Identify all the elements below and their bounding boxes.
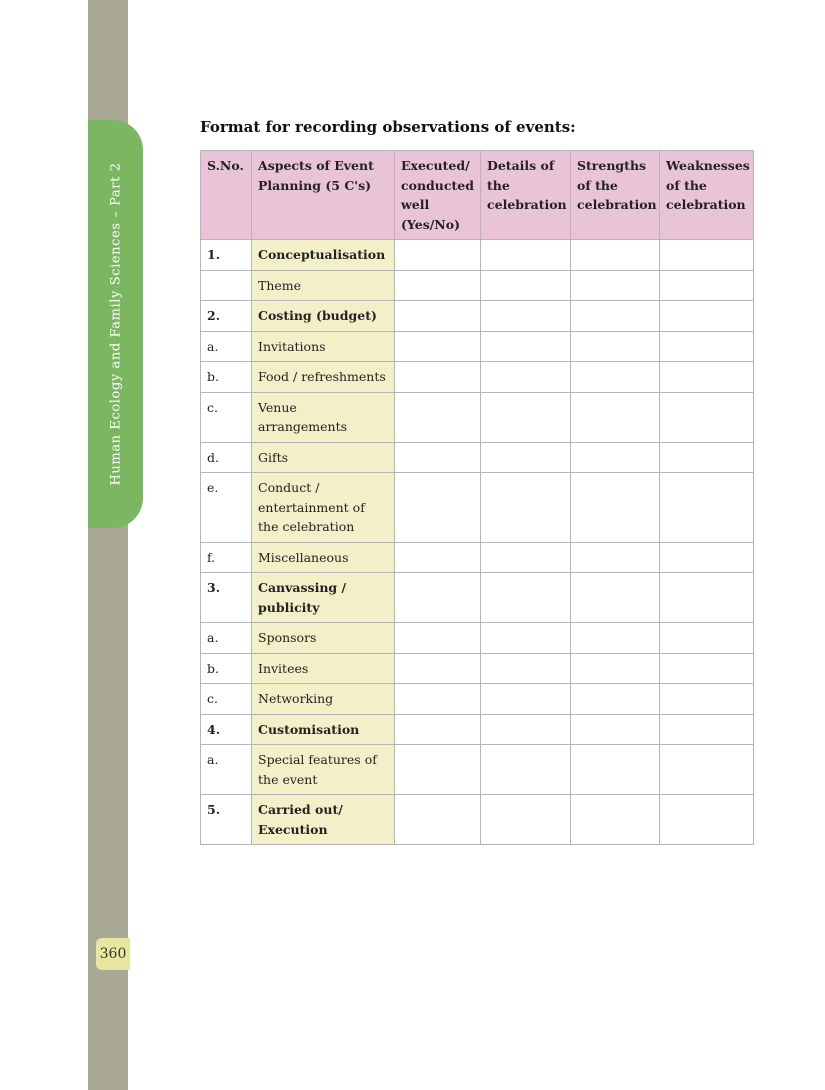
cell-sno: 2. — [201, 301, 252, 332]
table-row — [201, 623, 754, 654]
cell-executed — [395, 392, 481, 442]
table-row — [201, 573, 754, 623]
cell-strengths — [571, 392, 660, 442]
cell-weaknesses — [660, 331, 754, 362]
cell-strengths — [571, 331, 660, 362]
table-row — [201, 684, 754, 715]
cell-strengths — [571, 473, 660, 543]
cell-weaknesses — [660, 573, 754, 623]
cell-executed — [395, 442, 481, 473]
cell-strengths — [571, 442, 660, 473]
cell-aspect: Carried out/ Execution — [252, 795, 395, 845]
cell-executed — [395, 684, 481, 715]
cell-sno — [201, 270, 252, 301]
cell-executed — [395, 240, 481, 271]
cell-executed — [395, 795, 481, 845]
cell-weaknesses — [660, 653, 754, 684]
cell-strengths — [571, 301, 660, 332]
cell-aspect: Invitees — [252, 653, 395, 684]
table-row — [201, 795, 754, 845]
cell-sno: a. — [201, 623, 252, 654]
cell-aspect: Miscellaneous — [252, 542, 395, 573]
table-row — [201, 240, 754, 271]
cell-details — [481, 653, 571, 684]
cell-strengths — [571, 270, 660, 301]
cell-sno: c. — [201, 392, 252, 442]
cell-sno: 3. — [201, 573, 252, 623]
cell-executed — [395, 331, 481, 362]
cell-weaknesses — [660, 362, 754, 393]
cell-details — [481, 240, 571, 271]
page-number: 360 — [96, 938, 130, 970]
cell-sno: 1. — [201, 240, 252, 271]
cell-strengths — [571, 240, 660, 271]
cell-weaknesses — [660, 684, 754, 715]
table-row — [201, 542, 754, 573]
cell-sno: b. — [201, 653, 252, 684]
cell-strengths — [571, 623, 660, 654]
table-row — [201, 653, 754, 684]
cell-details — [481, 392, 571, 442]
cell-sno: b. — [201, 362, 252, 393]
cell-weaknesses — [660, 473, 754, 543]
cell-executed — [395, 362, 481, 393]
table-row — [201, 714, 754, 745]
header-strengths: Strengths of the celebration — [571, 151, 660, 240]
cell-strengths — [571, 795, 660, 845]
cell-executed — [395, 573, 481, 623]
cell-sno: 5. — [201, 795, 252, 845]
cell-strengths — [571, 362, 660, 393]
table-row — [201, 745, 754, 795]
cell-weaknesses — [660, 623, 754, 654]
cell-aspect: Venue arrangements — [252, 392, 395, 442]
cell-weaknesses — [660, 795, 754, 845]
cell-sno: e. — [201, 473, 252, 543]
cell-details — [481, 542, 571, 573]
table-row — [201, 270, 754, 301]
cell-aspect: Gifts — [252, 442, 395, 473]
cell-executed — [395, 473, 481, 543]
header-sno: S.No. — [201, 151, 252, 240]
cell-details — [481, 473, 571, 543]
cell-aspect: Sponsors — [252, 623, 395, 654]
cell-executed — [395, 714, 481, 745]
header-weaknesses: Weaknesses of the celebration — [660, 151, 754, 240]
cell-weaknesses — [660, 714, 754, 745]
table-row — [201, 362, 754, 393]
cell-strengths — [571, 745, 660, 795]
observation-table — [200, 150, 754, 845]
cell-strengths — [571, 653, 660, 684]
section-heading: Format for recording observations of events: — [200, 118, 576, 136]
cell-executed — [395, 270, 481, 301]
cell-details — [481, 362, 571, 393]
cell-weaknesses — [660, 270, 754, 301]
cell-sno: c. — [201, 684, 252, 715]
cell-weaknesses — [660, 542, 754, 573]
running-head: Human Ecology and Family Sciences – Part 2 — [108, 162, 124, 486]
table-row — [201, 442, 754, 473]
cell-details — [481, 301, 571, 332]
cell-details — [481, 331, 571, 362]
cell-aspect: Conduct / entertainment of the celebration — [252, 473, 395, 543]
header-aspects: Aspects of Event Planning (5 C's) — [252, 151, 395, 240]
cell-aspect: Costing (budget) — [252, 301, 395, 332]
cell-aspect: Invitations — [252, 331, 395, 362]
cell-weaknesses — [660, 240, 754, 271]
table-row — [201, 331, 754, 362]
cell-weaknesses — [660, 301, 754, 332]
cell-details — [481, 573, 571, 623]
cell-details — [481, 623, 571, 654]
cell-executed — [395, 653, 481, 684]
cell-weaknesses — [660, 745, 754, 795]
cell-executed — [395, 623, 481, 654]
cell-executed — [395, 542, 481, 573]
cell-aspect: Food / refreshments — [252, 362, 395, 393]
cell-sno: d. — [201, 442, 252, 473]
cell-details — [481, 684, 571, 715]
cell-details — [481, 714, 571, 745]
cell-strengths — [571, 573, 660, 623]
cell-strengths — [571, 684, 660, 715]
cell-details — [481, 745, 571, 795]
cell-sno: f. — [201, 542, 252, 573]
header-details: Details of the celebration — [481, 151, 571, 240]
cell-aspect: Networking — [252, 684, 395, 715]
table-row — [201, 473, 754, 543]
cell-details — [481, 442, 571, 473]
cell-sno: a. — [201, 745, 252, 795]
table-row — [201, 301, 754, 332]
cell-weaknesses — [660, 442, 754, 473]
cell-details — [481, 795, 571, 845]
cell-aspect: Special features of the event — [252, 745, 395, 795]
cell-strengths — [571, 542, 660, 573]
cell-sno: 4. — [201, 714, 252, 745]
table-row — [201, 392, 754, 442]
cell-aspect: Theme — [252, 270, 395, 301]
cell-executed — [395, 301, 481, 332]
cell-strengths — [571, 714, 660, 745]
cell-sno: a. — [201, 331, 252, 362]
cell-weaknesses — [660, 392, 754, 442]
table-header-row — [201, 151, 754, 240]
cell-details — [481, 270, 571, 301]
cell-aspect: Conceptualisation — [252, 240, 395, 271]
table-body — [201, 240, 754, 845]
header-executed: Executed/ conducted well (Yes/No) — [395, 151, 481, 240]
cell-executed — [395, 745, 481, 795]
cell-aspect: Canvassing / publicity — [252, 573, 395, 623]
cell-aspect: Customisation — [252, 714, 395, 745]
